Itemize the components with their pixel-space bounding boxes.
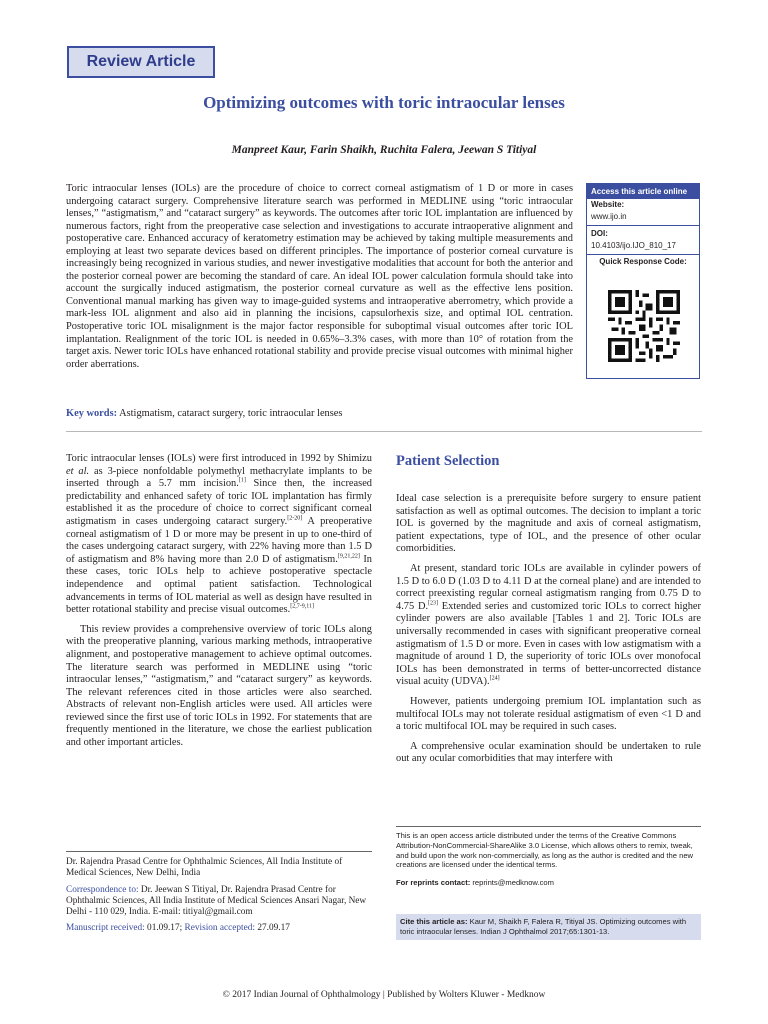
abstract: Toric intraocular lenses (IOLs) are the procedure of choice to correct corneal astigmatism of 1 D or more in cases undergoing cataract surgery. Comprehensive literature search was performed in MEDLINE using “toric intraocular lenses,” “astigmatism,” and “cataract surgery” as keywords. The outcomes after toric IOL implantation are influenced by numerous factors, right from the preoperative case selection and investigations to accurate intraoperative alignment and postoperative care. Enhanced accuracy of keratometry estimation may be achieved by taking multiple measurements and employing at least two separate devices based on different principles. The importance of posterior corneal curvature is increasingly being recognized in various studies, and newer investigative modalities that account for both the anterior and the posterior corneal power are becoming the standard of care. An ideal IOL power calculation formula should take into account the surgically induced astigmatism, the posterior corneal curvature as well as the effective lens position. Conventional manual marking has given way to image-guided systems and intraoperative aberrometry, which provide a mark-less IOL alignment and also aid in planning the incisions, capsulorhexis size, and optimal IOL centration. Postoperative toric IOL misalignment is the major factor responsible for suboptimal visual outcomes after toric IOL implantation. Realignment of the toric IOL is needed in 0.65%–3.3% cases, with more than 10° of rotation from the target axis. Newer toric IOLs have enhanced rotational stability and provide precise visual outcomes with minimal higher order aberrations. — [66, 183, 573, 370]
citation-ref[interactable]: [23] — [428, 600, 439, 607]
citation-ref[interactable]: [2,7-9,11] — [290, 603, 314, 610]
body-paragraph: A comprehensive ocular examination should be undertaken to rule out any ocular comorbidities that may interfere with — [396, 740, 701, 765]
manuscript-dates: Manuscript received: 01.09.17; Revision accepted: 27.09.17 — [66, 923, 290, 934]
citation-ref[interactable]: [24] — [489, 675, 500, 682]
access-online-box — [586, 183, 700, 379]
citation-ref[interactable]: [9,21,22] — [337, 553, 360, 560]
body-paragraph: At present, standard toric IOLs are available in cylinder powers of 1.5 D to 6.0 D (1.03 D to 4.11 D at the corneal plane) and are intended to correct preexisting regular corneal astigmatism ranging from 0.75 D to 4.75 D.[23] Extended series and customized toric IOLs to correct higher cylinder powers are also available [Tables 1 and 2]. Toric IOLs are universally recommended in cases with significant preoperative corneal astigmatism of 1.5 D or more. Even in cases with low astigmatism with a magnitude of around 1 D, the superiority of toric IOLs over monofocal IOLs has been demonstrated in terms of better-uncorrected distance visual acuity (UDVA).[24] — [396, 562, 701, 688]
license-notice — [396, 826, 701, 888]
cite-text: Kaur M, Shaikh F, Falera R, Titiyal JS. Optimizing outcomes with toric intraocular lenses. Indian J Ophthalmol 2017;65:1301-13. — [400, 917, 687, 936]
intro-paragraph: Toric intraocular lenses (IOLs) were first introduced in 1992 by Shimizu et al. as 3-piece nonfoldable polymethyl methacrylate implants to be inserted through a 5.7 mm incision.[1] Since then, the increased predictability and enhanced safety of toric IOL implantation has firmly established it as the procedure of choice to correct significant corneal astigmatism in cases undergoing cataract surgery.[2-20] A preoperative corneal astigmatism of 1 D or more may be present in up to one-third of the cases undergoing cataract surgery, with 22% having more than 1.5 D of astigmatism and 8% having more than 2.0 D of astigmatism.[9,21,22] In these cases, toric IOLs help to achieve postoperative spectacle independence and optimal patient satisfaction. Technological advancements in terms of IOL material as well as design have resulted in better rotational stability and precise visual outcomes.[2,7-9,11] — [66, 453, 372, 616]
body-right-column — [396, 493, 701, 773]
affiliation-block — [66, 851, 372, 940]
article-type-badge: Review Article — [67, 46, 215, 78]
citation-ref[interactable]: [1] — [238, 477, 246, 484]
author-list: Manpreet Kaur, Farin Shaikh, Ruchita Falera, Jeewan S Titiyal — [231, 144, 537, 156]
body-paragraph: Ideal case selection is a prerequisite before surgery to ensure patient satisfaction as well as optimal outcomes. The decision to implant a toric IOL is governed by the magnitude and axis of corneal astigmatism, patient expectations, type of IOL, and the presence of other ocular comorbidities. — [396, 493, 701, 555]
article-title: Optimizing outcomes with toric intraocular lenses — [203, 93, 565, 112]
citation-ref[interactable]: [2-20] — [287, 515, 303, 522]
reprints-email[interactable]: reprints@medknow.com — [470, 878, 554, 888]
doi-link[interactable]: 10.4103/ijo.IJO_810_17 — [591, 241, 676, 250]
keywords — [66, 408, 586, 419]
section-divider — [66, 431, 702, 432]
qr-label: Quick Response Code: — [599, 257, 687, 266]
keywords-label: Key words: — [66, 408, 118, 419]
website-label: Website: — [591, 200, 625, 209]
website-link[interactable]: www.ijo.in — [591, 212, 627, 221]
box-divider — [587, 225, 699, 226]
overview-paragraph: This review provides a comprehensive overview of toric IOLs along with the preoperative planning, various marking methods, intraoperative alignment, and postoperative management to achieve optimal outcomes. The literature search was performed in MEDLINE using “toric intraocular lenses,” “astigmatism,” and “cataract surgery” as keywords. The relevant references cited in those articles were also searched. Abstracts of relevant non-English articles were used. All articles were reviewed since the first use of toric IOLs in 1992. For statements that are frequently mentioned in the literature, we chose the earliest publication and other important articles. — [66, 623, 372, 749]
access-online-heading: Access this article online — [587, 184, 699, 199]
citation-box — [396, 914, 701, 940]
qr-code-icon[interactable] — [608, 290, 680, 362]
page-footer: © 2017 Indian Journal of Ophthalmology | Published by Wolters Kluwer - Medknow — [222, 990, 546, 1000]
institution: Dr. Rajendra Prasad Centre for Ophthalmic Sciences, All India Institute of Medical Sciences, New Delhi, India — [66, 857, 343, 879]
correspondence: Correspondence to: Dr. Jeewan S Titiyal, Dr. Rajendra Prasad Centre for Ophthalmic Sciences, All India Institute of Medical Sciences Ansari Nagar, New Delhi - 110 029, India. E-mail: titiyal@gmail.com — [66, 884, 367, 918]
reprints-contact: For reprints contact: reprints@medknow.com — [396, 878, 554, 888]
section-heading-patient-selection: Patient Selection — [396, 453, 500, 469]
cite-label: Cite this article as: — [400, 917, 468, 926]
keywords-text: Astigmatism, cataract surgery, toric intraocular lenses — [119, 408, 343, 419]
body-paragraph: However, patients undergoing premium IOL implantation such as multifocal IOLs may not tolerate residual astigmatism of even <1 D and a toric multifocal IOL may be required in such cases. — [396, 695, 701, 733]
box-divider — [587, 254, 699, 255]
license-text: This is an open access article distributed under the terms of the Creative Commons Attribution-NonCommercial-ShareAlike 3.0 License, which allows others to remix, tweak, and build upon the work non-commercially, as long as the author is credited and the new creations are licensed under the identical terms. — [396, 831, 694, 870]
doi-label: DOI: — [591, 229, 608, 238]
body-left-column — [66, 453, 372, 757]
